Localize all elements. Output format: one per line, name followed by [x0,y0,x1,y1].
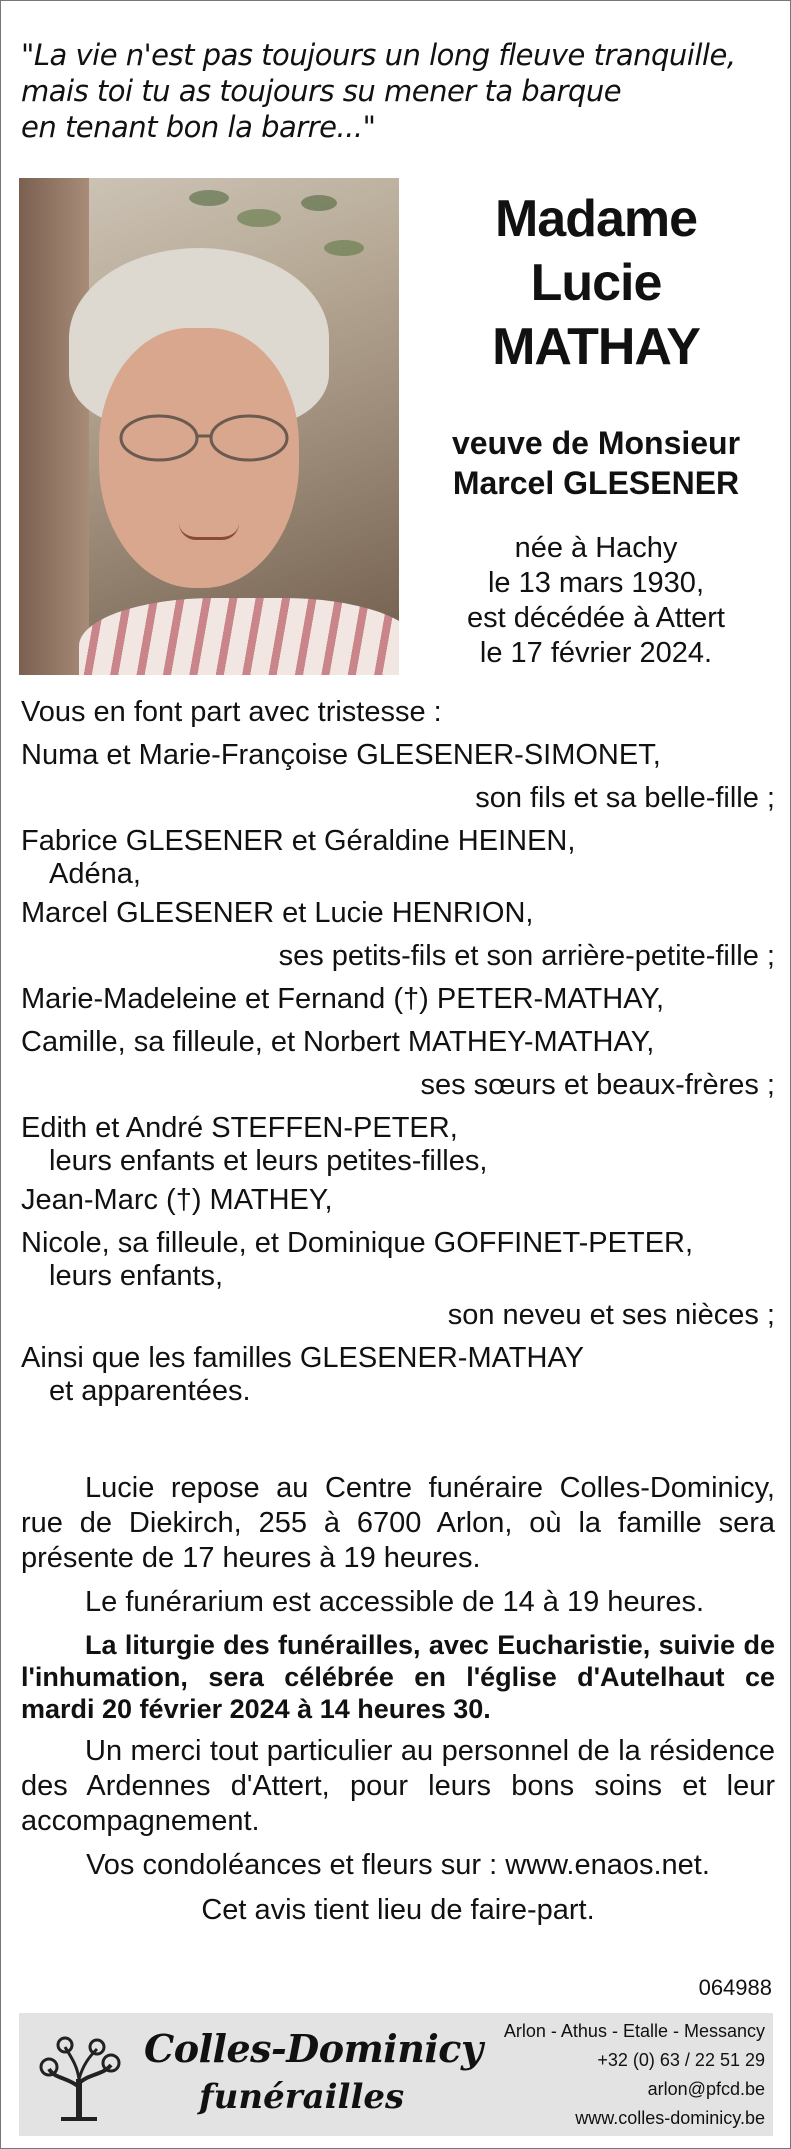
tree-icon [31,2029,127,2125]
widow-of: veuve de Monsieur Marcel GLESENER [451,425,741,501]
family-relation: ses sœurs et beaux-frères ; [420,1069,775,1101]
quote-line: mais toi tu as toujours su mener ta barque [21,74,622,108]
family-line: Adéna, [49,858,141,890]
family-line: Marie-Madeleine et Fernand (†) PETER-MATHAY, [21,983,665,1015]
family-line: Camille, sa filleule, et Norbert MATHEY-MATHAY, [21,1026,655,1058]
portrait-photo [19,178,399,675]
funerarium-hours-paragraph: Le funérarium est accessible de 14 à 19 heures. [85,1586,705,1618]
glasses-shape [114,408,294,468]
family-list [21,691,775,1409]
phone: +32 (0) 63 / 22 51 29 [597,2050,765,2070]
condolences-line: Vos condoléances et fleurs sur : www.enaos.net. [86,1849,710,1881]
deceased-name-block [411,187,781,671]
family-line: Nicole, sa filleule, et Dominique GOFFINET-PETER, [21,1227,694,1259]
family-line: Numa et Marie-Françoise GLESENER-SIMONET, [21,739,661,771]
notice-line: Cet avis tient lieu de faire-part. [201,1894,595,1926]
quote-line: en tenant bon la barre..." [21,110,376,144]
contact-block [504,2017,765,2133]
email-link[interactable]: arlon@pfcd.be [647,2079,765,2099]
family-line: Fabrice GLESENER et Géraldine HEINEN, [21,825,576,857]
funeral-home-footer [19,2013,773,2136]
last-name: MATHAY [492,318,700,376]
honorific: Madame [494,190,698,248]
family-line: leurs enfants, [49,1260,224,1292]
quote-line: "La vie n'est pas toujours un long fleuve tranquille, [21,38,736,72]
family-line: Marcel GLESENER et Lucie HENRION, [21,897,534,929]
locations: Arlon - Athus - Etalle - Messancy [503,2021,765,2041]
family-line: et apparentées. [49,1375,251,1407]
brand-subtitle: funérailles [199,2077,405,2117]
reference-number: 064988 [698,1975,772,2000]
family-line: leurs enfants et leurs petites-filles, [49,1145,488,1177]
epigraph-quote [21,37,781,145]
family-line: Ainsi que les familles GLESENER-MATHAY [21,1342,584,1374]
first-name: Lucie [530,254,662,312]
birth-death-info: née à Hachy le 13 mars 1930, est décédée à Attert le 17 février 2024. [467,532,725,669]
visitation-paragraph: Lucie repose au Centre funéraire Colles-Dominicy, rue de Diekirch, 255 à 6700 Arlon, où la famille sera présente de 17 heures à 19 heures. [21,1472,775,1574]
brand-name: Colles-Dominicy [144,2026,483,2071]
family-line: Jean-Marc (†) MATHEY, [21,1184,333,1216]
family-intro: Vous en font part avec tristesse : [21,696,442,728]
website-link[interactable]: www.colles-dominicy.be [575,2108,765,2128]
thanks-paragraph: Un merci tout particulier au personnel de la résidence des Ardennes d'Attert, pour leurs bons soins et leur accompagnement. [21,1735,775,1837]
announcement-paragraphs [21,1471,775,1938]
family-line: Edith et André STEFFEN-PETER, [21,1112,458,1144]
liturgy-paragraph: La liturgie des funérailles, avec Eucharistie, suivie de l'inhumation, sera célébrée en l'église d'Autelhaut ce mardi 20 février 2024 à 14 heures 30. [21,1630,775,1724]
family-relation: ses petits-fils et son arrière-petite-fille ; [278,940,775,972]
family-relation: son neveu et ses nièces ; [447,1299,775,1331]
family-relation: son fils et sa belle-fille ; [475,782,775,814]
